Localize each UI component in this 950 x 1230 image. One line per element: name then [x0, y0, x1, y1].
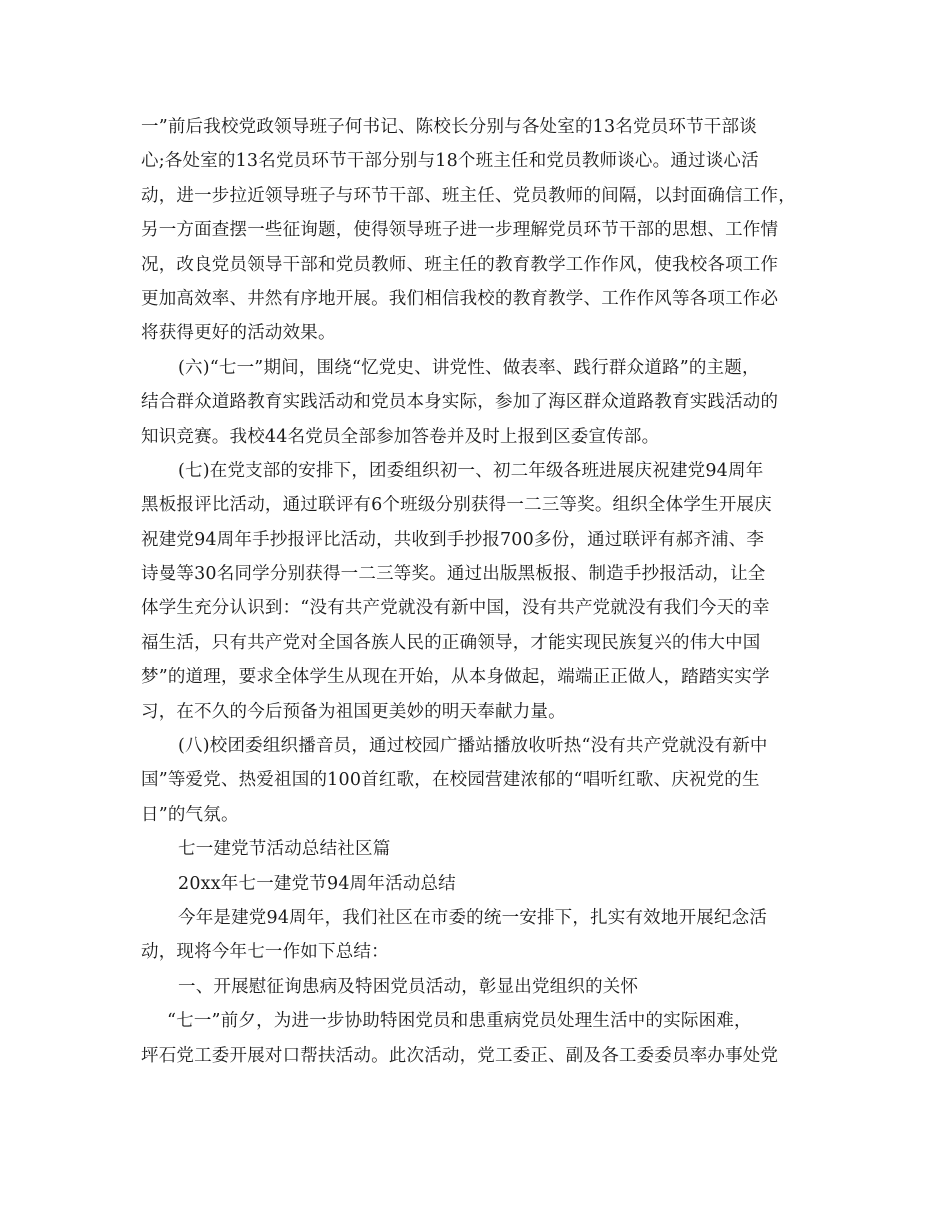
paragraph-start-line: (七)在党支部的安排下，团委组织初一、初二年级各班进展庆祝建党94周年: [178, 460, 764, 481]
text-line: 知识竞赛。我校44名党员全部参加答卷并及时上报到区委宣传部。: [141, 426, 660, 447]
text-line: 梦”的道理，要求全体学生从现在开始，从本身做起，端端正正做人，踏踏实实学: [141, 667, 770, 688]
paragraph-start-line: “七一”前夕，为进一步协助特困党员和患重病党员处理生活中的实际困难，: [167, 1011, 752, 1032]
text-line: 心;各处室的13名党员环节干部分别与18个班主任和党员教师谈心。通过谈心活: [141, 151, 759, 172]
numbered-heading: 一、开展慰征询患病及特困党员活动，彰显出党组织的关怀: [178, 976, 639, 997]
text-line: 坪石党工委开展对口帮扶活动。此次活动，党工委正、副及各工委委员率办事处党: [141, 1045, 779, 1066]
text-line: 一”前后我校党政领导班子何书记、陈校长分别与各处室的13名党员环节干部谈: [141, 117, 757, 137]
text-line: 日”的气氛。: [141, 804, 239, 825]
text-line: 国”等爱党、热爱祖国的100首红歌，在校园营建浓郁的“唱听红歌、庆祝党的生: [141, 770, 760, 791]
text-line: 结合群众道路教育实践活动和党员本身实际，参加了海区群众道路教育实践活动的: [141, 392, 779, 413]
text-line: 黑板报评比活动，通过联评有6个班级分别获得一二三等奖。组织全体学生开展庆: [141, 495, 772, 516]
section-heading: 七一建党节活动总结社区篇: [178, 839, 391, 860]
text-line: 祝建党94周年手抄报评比活动，共收到手抄报700多份，通过联评有郝齐浦、李: [141, 529, 765, 550]
text-line: 诗曼等30名同学分别获得一二三等奖。通过出版黑板报、制造手抄报活动，让全: [141, 564, 766, 585]
section-subheading: 20xx年七一建党节94周年活动总结: [178, 873, 456, 894]
text-line: 况，改良党员领导干部和党员教师、班主任的教育教学工作作风，使我校各项工作: [141, 254, 779, 275]
text-line: 动，进一步拉近领导班子与环节干部、班主任、党员教师的间隔，以封面确信工作，: [141, 185, 796, 206]
paragraph-start-line: (六)“七一”期间，围绕“忆党史、讲党性、做表率、践行群众道路”的主题，: [178, 357, 760, 378]
text-line: 将获得更好的活动效果。: [141, 323, 336, 344]
text-line: 福生活，只有共产党对全国各族人民的正确领导，才能实现民族复兴的伟大中国: [141, 632, 761, 653]
paragraph-start-line: 今年是建党94周年，我们社区在市委的统一安排下，扎实有效地开展纪念活: [178, 907, 768, 928]
document-body: [141, 110, 831, 1073]
text-line: 更加高效率、井然有序地开展。我们相信我校的教育教学、工作作风等各项工作必: [141, 288, 779, 309]
paragraph-start-line: (八)校团委组织播音员，通过校园广播站播放收听热“没有共产党就没有新中: [178, 736, 768, 757]
text-line: 另一方面查摆一些征询题，使得领导班子进一步理解党员环节干部的思想、工作情: [141, 220, 779, 241]
text-line: 习，在不久的今后预备为祖国更美妙的明天奉献力量。: [141, 701, 566, 722]
text-line: 体学生充分认识到：“没有共产党就没有新中国，没有共产党就没有我们今天的幸: [141, 598, 770, 619]
text-line: 动，现将今年七一作如下总结：: [141, 942, 389, 963]
